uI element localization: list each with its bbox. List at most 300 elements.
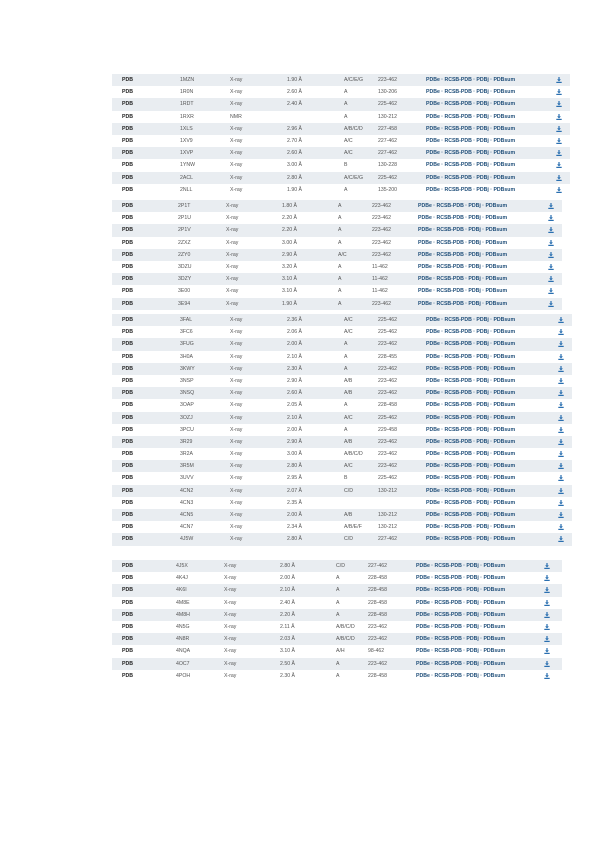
resolution-cell: 2.00 Å — [287, 341, 302, 348]
links-cell[interactable]: PDBe · RCSB-PDB · PDBj · PDBsum — [416, 587, 506, 594]
db-cell: PDB — [122, 125, 133, 132]
method-cell: X-ray — [230, 341, 243, 348]
pdb-id-cell: 1XVP — [180, 150, 194, 157]
resolution-cell: 2.70 Å — [287, 137, 302, 144]
positions-cell: 227-462 — [368, 563, 388, 569]
method-cell: X-ray — [226, 215, 239, 222]
links-cell[interactable]: PDBe · RCSB-PDB · PDBj · PDBsum — [426, 487, 516, 494]
chains-cell: A — [338, 215, 342, 222]
chains-cell: C/D — [344, 536, 353, 543]
positions-cell: 228-455 — [378, 353, 398, 360]
links-cell[interactable]: PDBe · RCSB-PDB · PDBj · PDBsum — [416, 672, 506, 679]
chains-cell: A/C — [344, 414, 353, 421]
method-cell: X-ray — [230, 438, 243, 445]
links-cell[interactable]: PDBe · RCSB-PDB · PDBj · PDBsum — [418, 215, 508, 222]
links-cell[interactable]: PDBe · RCSB-PDB · PDBj · PDBsum — [416, 611, 506, 618]
method-cell: X-ray — [224, 660, 237, 667]
links-cell[interactable]: PDBe · RCSB-PDB · PDBj · PDBsum — [426, 162, 516, 169]
table-row — [112, 212, 562, 224]
method-cell: X-ray — [224, 563, 237, 569]
positions-cell: 130-228 — [378, 162, 398, 169]
table-row — [112, 387, 572, 399]
db-cell: PDB — [122, 451, 133, 458]
table-row — [112, 509, 572, 521]
positions-cell: 223-462 — [372, 251, 392, 258]
download-icon[interactable] — [544, 673, 550, 679]
positions-cell: 228-458 — [368, 575, 388, 582]
resolution-cell: 2.80 Å — [287, 174, 302, 181]
table-row — [112, 298, 562, 310]
table-row — [112, 86, 570, 98]
db-cell: PDB — [122, 77, 133, 83]
chains-cell: B — [344, 162, 348, 169]
pdb-id-cell: 3R5M — [180, 463, 194, 470]
pdb-id-cell: 4M8H — [176, 611, 190, 618]
resolution-cell: 2.90 Å — [287, 438, 302, 445]
links-cell[interactable]: PDBe · RCSB-PDB · PDBj · PDBsum — [418, 227, 508, 234]
links-cell[interactable]: PDBe · RCSB-PDB · PDBj · PDBsum — [418, 288, 508, 295]
download-icon[interactable] — [556, 77, 562, 83]
method-cell: NMR — [230, 113, 242, 120]
resolution-cell: 3.00 Å — [287, 162, 302, 169]
links-cell[interactable]: PDBe · RCSB-PDB · PDBj · PDBsum — [416, 660, 506, 667]
pdb-id-cell: 4K4J — [176, 575, 188, 582]
chains-cell: C/D — [336, 563, 345, 569]
db-cell: PDB — [122, 239, 133, 246]
db-cell: PDB — [122, 623, 133, 630]
resolution-cell: 2.30 Å — [280, 672, 295, 679]
positions-cell: 223-462 — [372, 300, 392, 307]
table-row — [112, 560, 562, 572]
db-cell: PDB — [122, 215, 133, 222]
resolution-cell: 3.10 Å — [282, 276, 297, 283]
positions-cell: 223-462 — [378, 390, 398, 397]
pdb-id-cell: 4N8R — [176, 636, 190, 643]
table-row — [112, 424, 572, 436]
table-row — [112, 237, 562, 249]
chains-cell: A — [336, 587, 340, 594]
resolution-cell: 1.90 Å — [287, 186, 302, 193]
chains-cell: A/C — [344, 137, 353, 144]
resolution-cell: 1.90 Å — [287, 77, 302, 83]
pdb-id-cell: 3R29 — [180, 438, 193, 445]
download-icon[interactable] — [558, 329, 564, 335]
links-cell[interactable]: PDBe · RCSB-PDB · PDBj · PDBsum — [426, 329, 516, 336]
download-icon[interactable] — [548, 252, 554, 258]
method-cell: X-ray — [230, 499, 243, 506]
positions-cell: 223-462 — [372, 215, 392, 222]
resolution-cell: 2.40 Å — [280, 599, 295, 606]
chains-cell: A — [338, 263, 342, 270]
download-icon[interactable] — [556, 187, 562, 193]
pdb-id-cell: 3UVV — [180, 475, 194, 482]
download-icon[interactable] — [544, 563, 550, 569]
download-icon[interactable] — [558, 341, 564, 347]
links-cell[interactable]: PDBe · RCSB-PDB · PDBj · PDBsum — [416, 623, 506, 630]
chains-cell: A — [344, 113, 348, 120]
table-row — [112, 249, 562, 261]
chains-cell: A — [336, 660, 340, 667]
pdb-id-cell: 4CN3 — [180, 499, 194, 506]
db-cell: PDB — [122, 524, 133, 531]
resolution-cell: 2.60 Å — [287, 89, 302, 96]
table-row — [112, 670, 562, 682]
db-cell: PDB — [122, 499, 133, 506]
download-icon[interactable] — [558, 500, 564, 506]
download-icon[interactable] — [558, 354, 564, 360]
resolution-cell: 2.35 Å — [287, 499, 302, 506]
table-row — [112, 74, 570, 86]
chains-cell: A/H — [336, 648, 345, 655]
chains-cell: A — [344, 426, 348, 433]
links-cell[interactable]: PDBe · RCSB-PDB · PDBj · PDBsum — [426, 150, 516, 157]
db-cell: PDB — [122, 341, 133, 348]
links-cell[interactable]: PDBe · RCSB-PDB · PDBj · PDBsum — [426, 512, 516, 518]
method-cell: X-ray — [230, 475, 243, 482]
method-cell: X-ray — [224, 611, 237, 618]
db-cell: PDB — [122, 300, 133, 307]
pdb-id-cell: 3OAP — [180, 402, 194, 409]
download-icon[interactable] — [558, 451, 564, 457]
table-row — [112, 497, 572, 509]
download-icon[interactable] — [556, 138, 562, 144]
download-icon[interactable] — [558, 366, 564, 372]
links-cell[interactable]: PDBe · RCSB-PDB · PDBj · PDBsum — [426, 475, 516, 482]
positions-cell: 223-462 — [378, 438, 398, 445]
table-row — [112, 261, 562, 273]
download-icon[interactable] — [558, 317, 564, 323]
pdb-id-cell: 2ZXZ — [178, 239, 191, 246]
resolution-cell: 2.07 Å — [287, 487, 302, 494]
chains-cell: A/B — [344, 438, 353, 445]
db-cell: PDB — [122, 203, 133, 209]
download-icon[interactable] — [548, 276, 554, 282]
pdb-id-cell: 3NSQ — [180, 390, 195, 397]
links-cell[interactable]: PDBe · RCSB-PDB · PDBj · PDBsum — [426, 438, 516, 445]
resolution-cell: 3.20 Å — [282, 263, 297, 270]
resolution-cell: 2.36 Å — [287, 317, 302, 323]
pdb-id-cell: 4CN2 — [180, 487, 194, 494]
download-icon[interactable] — [548, 203, 554, 209]
db-cell: PDB — [122, 263, 133, 270]
chains-cell: A/B — [344, 390, 353, 397]
download-icon[interactable] — [556, 175, 562, 181]
links-cell[interactable]: PDBe · RCSB-PDB · PDBj · PDBsum — [416, 648, 506, 655]
links-cell[interactable]: PDBe · RCSB-PDB · PDBj · PDBsum — [418, 251, 508, 258]
method-cell: X-ray — [224, 587, 237, 594]
resolution-cell: 3.00 Å — [282, 239, 297, 246]
table-row — [112, 135, 570, 147]
resolution-cell: 2.60 Å — [287, 150, 302, 157]
download-icon[interactable] — [544, 648, 550, 654]
structure-table-block — [112, 74, 570, 196]
table-row — [112, 159, 570, 171]
resolution-cell: 1.90 Å — [282, 300, 297, 307]
links-cell[interactable]: PDBe · RCSB-PDB · PDBj · PDBsum — [426, 101, 516, 108]
download-icon[interactable] — [558, 512, 564, 518]
download-icon[interactable] — [558, 488, 564, 494]
db-cell: PDB — [122, 636, 133, 643]
chains-cell: A/B/C/D — [336, 623, 355, 630]
download-icon[interactable] — [544, 587, 550, 593]
db-cell: PDB — [122, 150, 133, 157]
pdb-id-cell: 4M8E — [176, 599, 190, 606]
db-cell: PDB — [122, 276, 133, 283]
resolution-cell: 2.50 Å — [280, 660, 295, 667]
resolution-cell: 2.90 Å — [282, 251, 297, 258]
table-row — [112, 363, 572, 375]
positions-cell: 223-462 — [368, 623, 388, 630]
download-icon[interactable] — [558, 427, 564, 433]
links-cell[interactable]: PDBe · RCSB-PDB · PDBj · PDBsum — [426, 463, 516, 470]
download-icon[interactable] — [548, 288, 554, 294]
resolution-cell: 2.10 Å — [287, 353, 302, 360]
download-icon[interactable] — [548, 264, 554, 270]
download-icon[interactable] — [544, 612, 550, 618]
links-cell[interactable]: PDBe · RCSB-PDB · PDBj · PDBsum — [416, 563, 506, 569]
chains-cell: A — [344, 101, 348, 108]
resolution-cell: 2.20 Å — [280, 611, 295, 618]
db-cell: PDB — [122, 587, 133, 594]
download-icon[interactable] — [548, 240, 554, 246]
links-cell[interactable]: PDBe · RCSB-PDB · PDBj · PDBsum — [418, 239, 508, 246]
method-cell: X-ray — [230, 524, 243, 531]
structure-table-block — [112, 314, 572, 546]
pdb-id-cell: 4J5W — [180, 536, 194, 543]
links-cell[interactable]: PDBe · RCSB-PDB · PDBj · PDBsum — [418, 203, 508, 209]
links-cell[interactable]: PDBe · RCSB-PDB · PDBj · PDBsum — [426, 536, 516, 543]
method-cell: X-ray — [230, 353, 243, 360]
links-cell[interactable]: PDBe · RCSB-PDB · PDBj · PDBsum — [426, 426, 516, 433]
links-cell[interactable]: PDBe · RCSB-PDB · PDBj · PDBsum — [426, 365, 516, 372]
chains-cell: A/B/C/D — [344, 451, 363, 458]
links-cell[interactable]: PDBe · RCSB-PDB · PDBj · PDBsum — [416, 636, 506, 643]
download-icon[interactable] — [544, 575, 550, 581]
download-icon[interactable] — [558, 536, 564, 542]
download-icon[interactable] — [556, 126, 562, 132]
db-cell: PDB — [122, 438, 133, 445]
table-row — [112, 326, 572, 338]
method-cell: X-ray — [230, 150, 243, 157]
db-cell: PDB — [122, 101, 133, 108]
resolution-cell: 2.10 Å — [280, 587, 295, 594]
db-cell: PDB — [122, 475, 133, 482]
links-cell[interactable]: PDBe · RCSB-PDB · PDBj · PDBsum — [426, 186, 516, 193]
method-cell: X-ray — [230, 426, 243, 433]
positions-cell: 225-462 — [378, 414, 398, 421]
db-cell: PDB — [122, 611, 133, 618]
pdb-id-cell: 3PCU — [180, 426, 194, 433]
pdb-id-cell: 3H0A — [180, 353, 193, 360]
pdb-id-cell: 3OZJ — [180, 414, 193, 421]
method-cell: X-ray — [230, 329, 243, 336]
pdb-id-cell: 2P1T — [178, 203, 191, 209]
table-row — [112, 399, 572, 411]
method-cell: X-ray — [230, 487, 243, 494]
download-icon[interactable] — [558, 475, 564, 481]
chains-cell: A — [338, 288, 342, 295]
links-cell[interactable]: PDBe · RCSB-PDB · PDBj · PDBsum — [426, 377, 516, 384]
download-icon[interactable] — [558, 390, 564, 396]
links-cell[interactable]: PDBe · RCSB-PDB · PDBj · PDBsum — [426, 174, 516, 181]
positions-cell: 98-462 — [368, 648, 385, 655]
table-row — [112, 172, 570, 184]
resolution-cell: 3.10 Å — [282, 288, 297, 295]
positions-cell: 223-462 — [378, 463, 398, 470]
links-cell[interactable]: PDBe · RCSB-PDB · PDBj · PDBsum — [418, 300, 508, 307]
links-cell[interactable]: PDBe · RCSB-PDB · PDBj · PDBsum — [426, 353, 516, 360]
chains-cell: A — [336, 672, 340, 679]
table-row — [112, 645, 562, 657]
links-cell[interactable]: PDBe · RCSB-PDB · PDBj · PDBsum — [426, 390, 516, 397]
resolution-cell: 2.60 Å — [287, 390, 302, 397]
links-cell[interactable]: PDBe · RCSB-PDB · PDBj · PDBsum — [426, 451, 516, 458]
positions-cell: 11-462 — [372, 263, 388, 270]
links-cell[interactable]: PDBe · RCSB-PDB · PDBj · PDBsum — [416, 575, 506, 582]
db-cell: PDB — [122, 414, 133, 421]
db-cell: PDB — [122, 227, 133, 234]
method-cell: X-ray — [224, 599, 237, 606]
download-icon[interactable] — [556, 150, 562, 156]
chains-cell: C/D — [344, 487, 353, 494]
resolution-cell: 2.05 Å — [287, 402, 302, 409]
method-cell: X-ray — [230, 101, 243, 108]
chains-cell: A — [338, 239, 342, 246]
links-cell[interactable]: PDBe · RCSB-PDB · PDBj · PDBsum — [426, 499, 516, 506]
pdb-id-cell: 4CN5 — [180, 512, 194, 518]
positions-cell: 223-462 — [368, 660, 388, 667]
pdb-id-cell: 3FC6 — [180, 329, 193, 336]
db-cell: PDB — [122, 89, 133, 96]
method-cell: X-ray — [230, 317, 243, 323]
links-cell[interactable]: PDBe · RCSB-PDB · PDBj · PDBsum — [426, 317, 516, 323]
positions-cell: 130-206 — [378, 89, 398, 96]
chains-cell: A/B — [344, 512, 353, 518]
download-icon[interactable] — [558, 378, 564, 384]
download-icon[interactable] — [556, 162, 562, 168]
method-cell: X-ray — [230, 77, 243, 83]
positions-cell: 229-458 — [378, 426, 398, 433]
links-cell[interactable]: PDBe · RCSB-PDB · PDBj · PDBsum — [426, 402, 516, 409]
links-cell[interactable]: PDBe · RCSB-PDB · PDBj · PDBsum — [426, 125, 516, 132]
download-icon[interactable] — [548, 215, 554, 221]
db-cell: PDB — [122, 575, 133, 582]
table-row — [112, 412, 572, 424]
db-cell: PDB — [122, 162, 133, 169]
method-cell: X-ray — [230, 186, 243, 193]
resolution-cell: 2.80 Å — [287, 463, 302, 470]
download-icon[interactable] — [548, 301, 554, 307]
download-icon[interactable] — [558, 415, 564, 421]
download-icon[interactable] — [556, 114, 562, 120]
chains-cell: A/C — [344, 463, 353, 470]
table-row — [112, 572, 562, 584]
method-cell: X-ray — [226, 276, 239, 283]
links-cell[interactable]: PDBe · RCSB-PDB · PDBj · PDBsum — [426, 341, 516, 348]
chains-cell: B — [344, 475, 348, 482]
download-icon[interactable] — [556, 101, 562, 107]
method-cell: X-ray — [230, 414, 243, 421]
positions-cell: 227-462 — [378, 150, 398, 157]
chains-cell: A/B/E/F — [344, 524, 362, 531]
table-row — [112, 375, 572, 387]
links-cell[interactable]: PDBe · RCSB-PDB · PDBj · PDBsum — [418, 276, 508, 283]
links-cell[interactable]: PDBe · RCSB-PDB · PDBj · PDBsum — [426, 77, 516, 83]
table-row — [112, 184, 570, 196]
pdb-id-cell: 4CN7 — [180, 524, 194, 531]
positions-cell: 223-462 — [368, 636, 388, 643]
positions-cell: 228-458 — [368, 587, 388, 594]
resolution-cell: 2.90 Å — [287, 377, 302, 384]
chains-cell: A/C/E/G — [344, 77, 364, 83]
pdb-id-cell: 1MZN — [180, 77, 195, 83]
positions-cell: 135-200 — [378, 186, 398, 193]
positions-cell: 130-212 — [378, 113, 398, 120]
db-cell: PDB — [122, 288, 133, 295]
table-row — [112, 147, 570, 159]
resolution-cell: 2.00 Å — [280, 575, 295, 582]
method-cell: X-ray — [224, 623, 237, 630]
resolution-cell: 3.10 Å — [280, 648, 295, 655]
db-cell: PDB — [122, 137, 133, 144]
download-icon[interactable] — [544, 600, 550, 606]
download-icon[interactable] — [558, 524, 564, 530]
chains-cell: A — [338, 276, 342, 283]
table-row — [112, 224, 562, 236]
table-row — [112, 521, 572, 533]
chains-cell: A — [338, 227, 342, 234]
download-icon[interactable] — [558, 439, 564, 445]
table-row — [112, 314, 572, 326]
pdb-id-cell: 4K6I — [176, 587, 187, 594]
method-cell: X-ray — [226, 251, 239, 258]
download-icon[interactable] — [548, 227, 554, 233]
links-cell[interactable]: PDBe · RCSB-PDB · PDBj · PDBsum — [426, 137, 516, 144]
download-icon[interactable] — [556, 89, 562, 95]
db-cell: PDB — [122, 648, 133, 655]
table-row — [112, 584, 562, 596]
pdb-id-cell: 4J5X — [176, 563, 188, 569]
download-icon[interactable] — [558, 402, 564, 408]
table-row — [112, 633, 562, 645]
links-cell[interactable]: PDBe · RCSB-PDB · PDBj · PDBsum — [416, 599, 506, 606]
positions-cell: 130-212 — [378, 487, 398, 494]
db-cell: PDB — [122, 174, 133, 181]
method-cell: X-ray — [224, 672, 237, 679]
download-icon[interactable] — [558, 463, 564, 469]
links-cell[interactable]: PDBe · RCSB-PDB · PDBj · PDBsum — [418, 263, 508, 270]
links-cell[interactable]: PDBe · RCSB-PDB · PDBj · PDBsum — [426, 89, 516, 96]
positions-cell: 227-458 — [378, 125, 398, 132]
download-icon[interactable] — [544, 636, 550, 642]
download-icon[interactable] — [544, 661, 550, 667]
positions-cell: 228-458 — [368, 599, 388, 606]
links-cell[interactable]: PDBe · RCSB-PDB · PDBj · PDBsum — [426, 524, 516, 531]
table-row — [112, 448, 572, 460]
links-cell[interactable]: PDBe · RCSB-PDB · PDBj · PDBsum — [426, 414, 516, 421]
links-cell[interactable]: PDBe · RCSB-PDB · PDBj · PDBsum — [426, 113, 516, 120]
method-cell: X-ray — [230, 125, 243, 132]
download-icon[interactable] — [544, 624, 550, 630]
chains-cell: A/C — [344, 317, 353, 323]
resolution-cell: 2.20 Å — [282, 215, 297, 222]
positions-cell: 223-462 — [372, 203, 392, 209]
db-cell: PDB — [122, 563, 133, 569]
method-cell: X-ray — [224, 575, 237, 582]
table-row — [112, 436, 572, 448]
chains-cell: A — [344, 402, 348, 409]
structure-table-block — [112, 200, 562, 310]
